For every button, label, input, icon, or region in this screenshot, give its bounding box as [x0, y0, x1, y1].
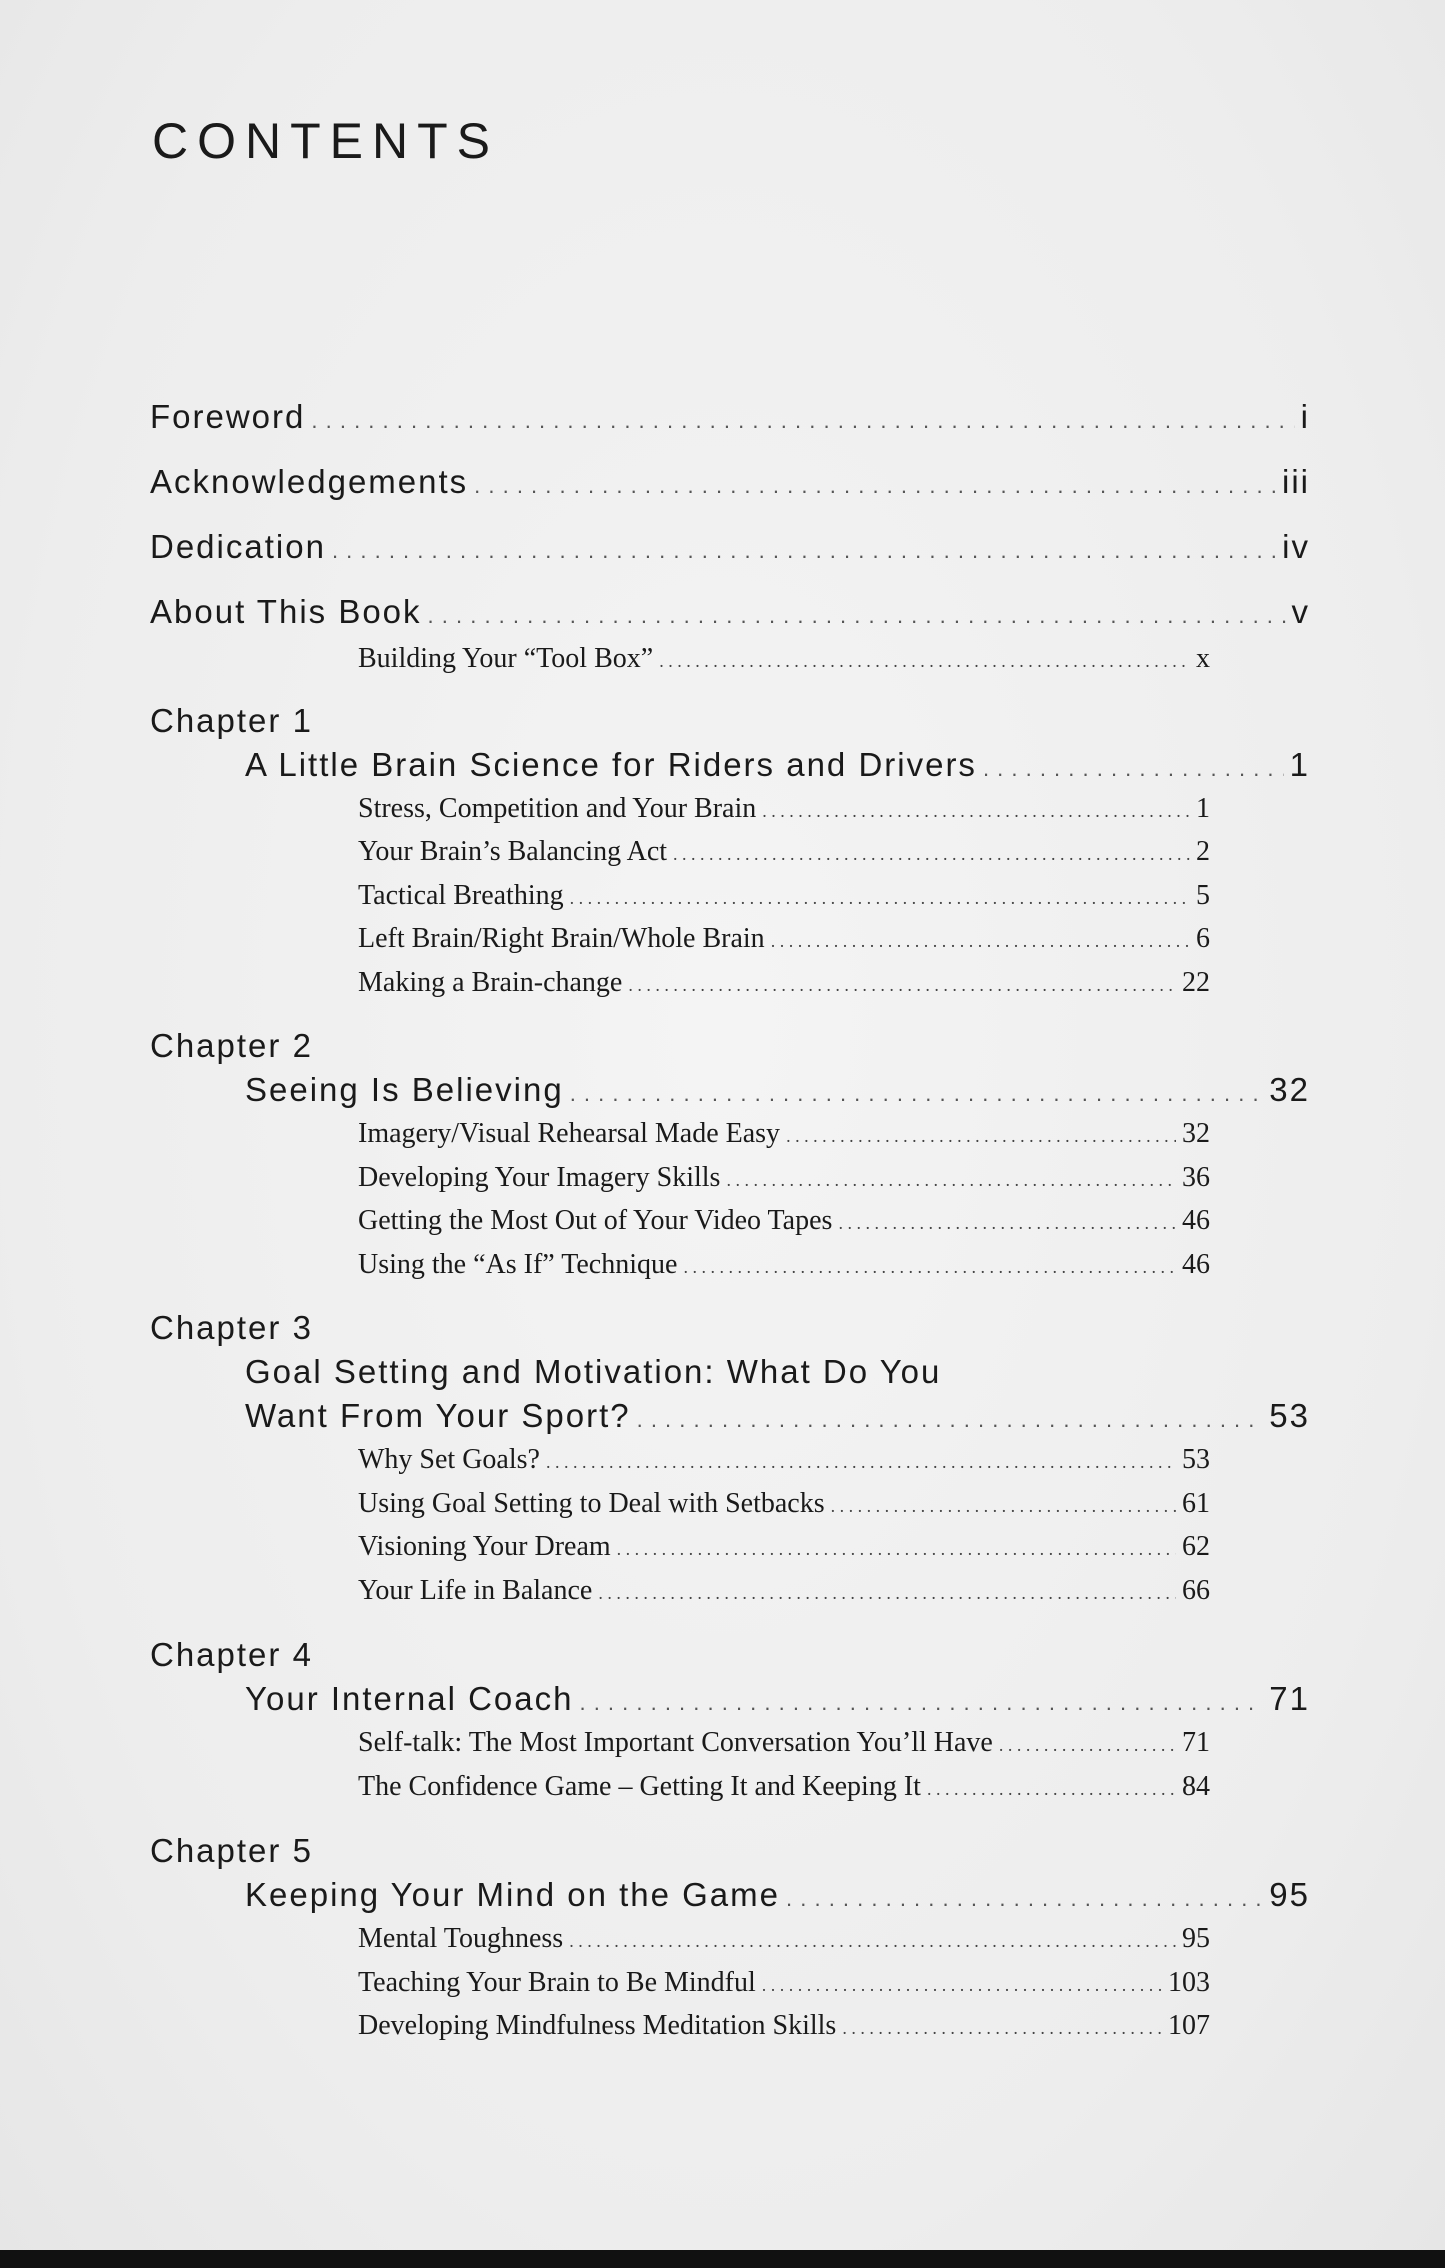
dot-leader	[546, 1444, 1176, 1476]
toc-subentry	[358, 2010, 1210, 2042]
toc-subentry-label: Stress, Competition and Your Brain	[358, 793, 757, 824]
toc-subentry-page: 103	[1168, 1967, 1210, 1998]
toc-subentry	[358, 967, 1210, 999]
chapter-title-text: Seeing Is Believing	[245, 1071, 564, 1108]
toc-subentry	[358, 1923, 1210, 1955]
chapter-title	[245, 746, 1310, 784]
toc-subentry	[358, 1162, 1210, 1194]
dot-leader	[771, 923, 1190, 955]
chapter-label: Chapter 3	[150, 1309, 313, 1346]
toc-subentry-page: 62	[1182, 1531, 1210, 1562]
chapter-title	[245, 1680, 1310, 1718]
dot-leader	[786, 1876, 1263, 1914]
dot-leader	[683, 1249, 1176, 1281]
toc-subentry-label: Mental Toughness	[358, 1923, 564, 1954]
toc-entry-page: iv	[1282, 528, 1310, 565]
dot-leader	[983, 746, 1284, 784]
toc-subentry-page: 32	[1182, 1118, 1210, 1149]
toc-subentry-label: Teaching Your Brain to Be Mindful	[358, 1967, 756, 1998]
toc-entry	[150, 463, 1310, 501]
toc-subentry-label: Tactical Breathing	[358, 880, 564, 911]
toc-subentry-label: The Confidence Game – Getting It and Keeping It	[358, 1771, 921, 1802]
toc-subentry-label: Using Goal Setting to Deal with Setbacks	[358, 1488, 825, 1519]
toc-subentry-page: 5	[1196, 880, 1210, 911]
toc-entry-label: Foreword	[150, 398, 306, 435]
dot-leader	[311, 398, 1294, 436]
dot-leader	[659, 643, 1190, 675]
chapter-title-text: A Little Brain Science for Riders and Drivers	[245, 746, 977, 783]
toc-subentry-page: 53	[1182, 1444, 1210, 1475]
toc-subentry	[358, 836, 1210, 868]
toc-entry-label: Dedication	[150, 528, 326, 565]
toc-entry-page: iii	[1282, 463, 1310, 500]
toc-subentry-label: Making a Brain-change	[358, 967, 623, 998]
toc-subentry	[358, 1727, 1210, 1759]
dot-leader	[579, 1680, 1263, 1718]
toc-entry-label: Acknowledgements	[150, 463, 469, 500]
chapter-title-text: Your Internal Coach	[245, 1680, 574, 1717]
dot-leader	[831, 1488, 1176, 1520]
dot-leader	[762, 793, 1190, 825]
toc-subentry	[358, 643, 1210, 675]
toc-subentry-page: 36	[1182, 1162, 1210, 1193]
toc-entry-label: About This Book	[150, 593, 422, 630]
dot-leader	[927, 1771, 1176, 1803]
chapter-title	[245, 1876, 1310, 1914]
chapter-page: 71	[1269, 1680, 1310, 1717]
chapter-title	[245, 1071, 1310, 1109]
toc-subentry-label: Your Brain’s Balancing Act	[358, 836, 668, 867]
chapter-title-text: Keeping Your Mind on the Game	[245, 1876, 781, 1913]
dot-leader	[726, 1162, 1176, 1194]
toc-entry-page: v	[1291, 593, 1310, 630]
toc-subentry-label: Why Set Goals?	[358, 1444, 540, 1475]
chapter-page: 53	[1269, 1397, 1310, 1434]
toc-subentry-label: Self-talk: The Most Important Conversation You’ll Have	[358, 1727, 993, 1758]
toc-entry-page: i	[1300, 398, 1310, 435]
toc-subentry-page: 46	[1182, 1205, 1210, 1236]
dot-leader	[570, 1071, 1264, 1109]
dot-leader	[762, 1967, 1162, 1999]
toc-subentry	[358, 793, 1210, 825]
chapter-label: Chapter 5	[150, 1832, 313, 1869]
toc-subentry-page: x	[1196, 643, 1210, 674]
toc-subentry-page: 1	[1196, 793, 1210, 824]
dot-leader	[628, 967, 1176, 999]
toc-subentry	[358, 880, 1210, 912]
dot-leader	[428, 593, 1286, 631]
toc-subentry	[358, 1967, 1210, 1999]
dot-leader	[838, 1205, 1176, 1237]
chapter-label: Chapter 4	[150, 1636, 313, 1673]
dot-leader	[999, 1727, 1176, 1759]
toc-subentry-page: 22	[1182, 967, 1210, 998]
chapter-page: 1	[1289, 746, 1310, 783]
chapter-page: 32	[1269, 1071, 1310, 1108]
toc-entry	[150, 528, 1310, 566]
toc-subentry-page: 107	[1168, 2010, 1210, 2041]
dot-leader	[570, 880, 1190, 912]
toc-subentry	[358, 1531, 1210, 1563]
toc-subentry-page: 61	[1182, 1488, 1210, 1519]
toc-subentry-label: Developing Mindfulness Meditation Skills	[358, 2010, 837, 2041]
toc-subentry-label: Getting the Most Out of Your Video Tapes	[358, 1205, 833, 1236]
toc-subentry-page: 71	[1182, 1727, 1210, 1758]
chapter-title	[245, 1397, 1310, 1435]
toc-subentry-page: 2	[1196, 836, 1210, 867]
dot-leader	[842, 2010, 1162, 2042]
toc-entry	[150, 398, 1310, 436]
toc-subentry-label: Left Brain/Right Brain/Whole Brain	[358, 923, 765, 954]
toc-subentry-label: Building Your “Tool Box”	[358, 643, 654, 674]
toc-subentry	[358, 1205, 1210, 1237]
chapter-page: 95	[1269, 1876, 1310, 1913]
toc-subentry	[358, 1444, 1210, 1476]
toc-subentry	[358, 1249, 1210, 1281]
toc-subentry-label: Developing Your Imagery Skills	[358, 1162, 721, 1193]
dot-leader	[637, 1397, 1264, 1435]
chapter-label: Chapter 2	[150, 1027, 313, 1064]
page-title: CONTENTS	[152, 113, 499, 169]
toc-subentry	[358, 923, 1210, 955]
toc-subentry-page: 95	[1182, 1923, 1210, 1954]
toc-subentry-label: Imagery/Visual Rehearsal Made Easy	[358, 1118, 781, 1149]
toc-subentry-page: 84	[1182, 1771, 1210, 1802]
dot-leader	[786, 1118, 1176, 1150]
chapter-title-text: Want From Your Sport?	[245, 1397, 631, 1434]
toc-subentry-label: Using the “As If” Technique	[358, 1249, 678, 1280]
toc-subentry	[358, 1488, 1210, 1520]
toc-subentry-page: 6	[1196, 923, 1210, 954]
dot-leader	[332, 528, 1276, 566]
toc-subentry-label: Your Life in Balance	[358, 1575, 593, 1606]
toc-subentry-page: 46	[1182, 1249, 1210, 1280]
toc-subentry	[358, 1575, 1210, 1607]
chapter-label: Chapter 1	[150, 702, 313, 739]
toc-subentry-label: Visioning Your Dream	[358, 1531, 611, 1562]
toc-subentry-page: 66	[1182, 1575, 1210, 1606]
chapter-title-text: Goal Setting and Motivation: What Do You	[245, 1353, 942, 1390]
dot-leader	[598, 1575, 1176, 1607]
dot-leader	[673, 836, 1190, 868]
scan-edge	[0, 2250, 1445, 2268]
dot-leader	[617, 1531, 1176, 1563]
toc-subentry	[358, 1118, 1210, 1150]
dot-leader	[569, 1923, 1176, 1955]
dot-leader	[474, 463, 1276, 501]
toc-entry	[150, 593, 1310, 631]
toc-subentry	[358, 1771, 1210, 1803]
